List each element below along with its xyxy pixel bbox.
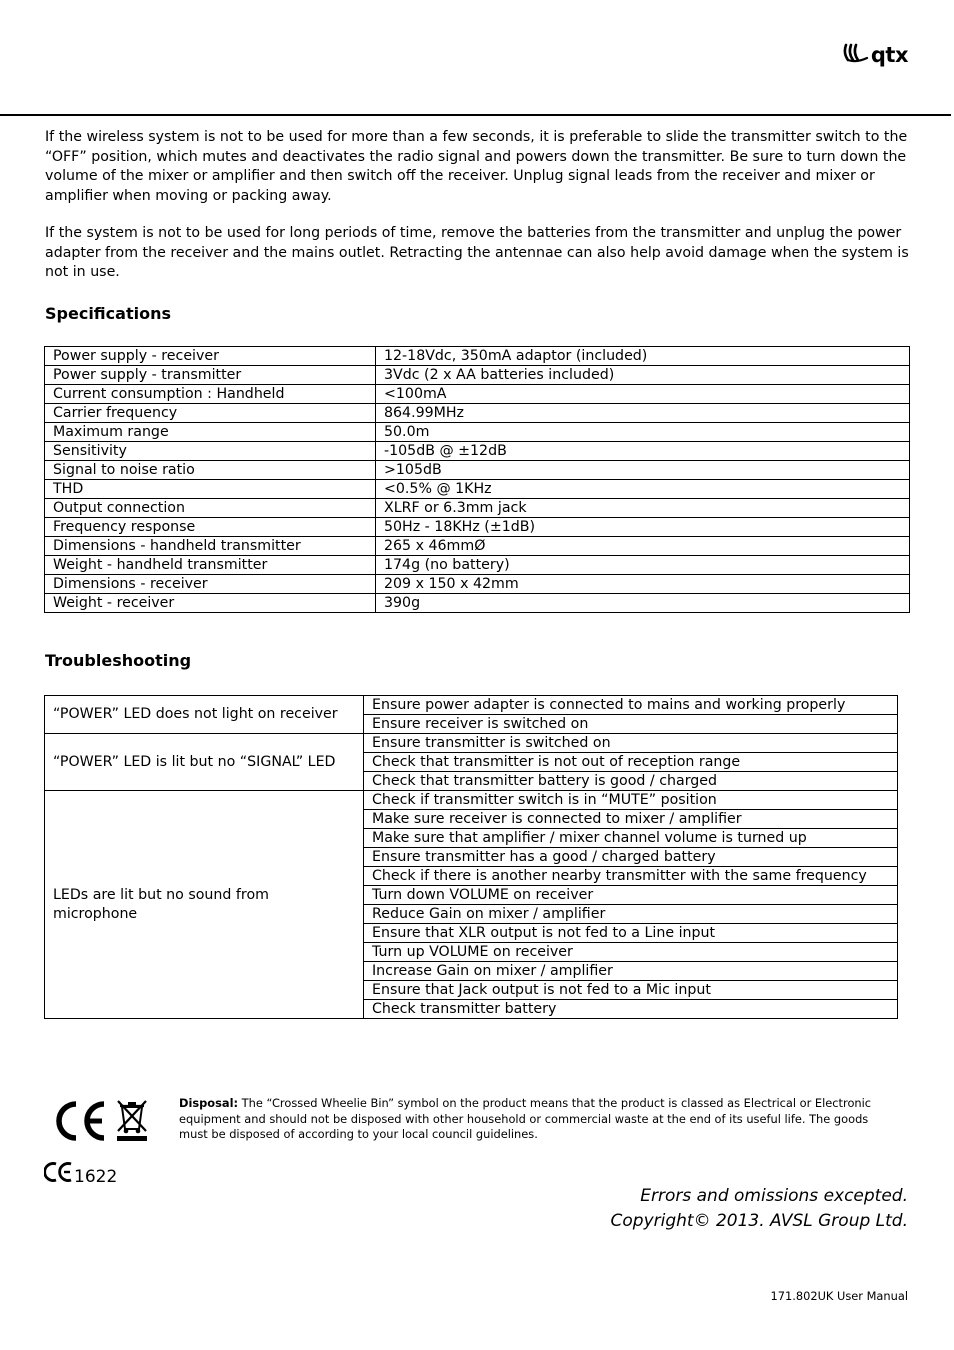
spec-row xyxy=(45,556,910,575)
spec-value: 174g (no battery) xyxy=(376,556,910,575)
spec-row xyxy=(45,461,910,480)
troubleshooting-row xyxy=(45,734,898,753)
spec-label: Dimensions - receiver xyxy=(45,575,376,594)
spec-row xyxy=(45,537,910,556)
spec-label: Current consumption : Handheld xyxy=(45,385,376,404)
spec-value: <100mA xyxy=(376,385,910,404)
solution-cell: Ensure that XLR output is not fed to a Line input xyxy=(364,924,898,943)
problem-cell: “POWER” LED is lit but no “SIGNAL” LED xyxy=(45,734,364,791)
spec-row xyxy=(45,347,910,366)
copyright-notice: Copyright© 2013. AVSL Group Ltd. xyxy=(610,1211,908,1231)
solution-cell: Check transmitter battery xyxy=(364,1000,898,1019)
disposal-label: Disposal: xyxy=(179,1096,239,1110)
solution-cell: Check that transmitter is not out of reception range xyxy=(364,753,898,772)
crossed-wheelie-bin-icon xyxy=(114,1099,150,1147)
solution-cell: Ensure transmitter is switched on xyxy=(364,734,898,753)
spec-value: 864.99MHz xyxy=(376,404,910,423)
spec-value: 3Vdc (2 x AA batteries included) xyxy=(376,366,910,385)
spec-value: >105dB xyxy=(376,461,910,480)
solution-cell: Turn up VOLUME on receiver xyxy=(364,943,898,962)
spec-label: Maximum range xyxy=(45,423,376,442)
spec-value: <0.5% @ 1KHz xyxy=(376,480,910,499)
spec-label: Signal to noise ratio xyxy=(45,461,376,480)
spec-label: Carrier frequency xyxy=(45,404,376,423)
paragraph-switch-off: If the wireless system is not to be used for more than a few seconds, it is preferable to slide the transmitter switch to the “OFF” position, which mutes and deactivates the radio signal and powers down the transmitter. Be sure to turn down the volume of the mixer or amplifier and then switch off the receiver. Unplug signal leads from the receiver and mixer or amplifier when moving or packing away. xyxy=(45,129,908,204)
spec-row xyxy=(45,366,910,385)
spec-value: 50.0m xyxy=(376,423,910,442)
solution-cell: Reduce Gain on mixer / amplifier xyxy=(364,905,898,924)
solution-cell: Ensure receiver is switched on xyxy=(364,715,898,734)
spec-value: 265 x 46mmØ xyxy=(376,537,910,556)
spec-label: Power supply - receiver xyxy=(45,347,376,366)
spec-value: 209 x 150 x 42mm xyxy=(376,575,910,594)
manual-reference: 171.802UK User Manual xyxy=(770,1289,908,1303)
problem-cell: LEDs are lit but no sound from microphone xyxy=(45,791,364,1019)
solution-cell: Make sure that amplifier / mixer channel volume is turned up xyxy=(364,829,898,848)
solution-cell: Ensure that Jack output is not fed to a Mic input xyxy=(364,981,898,1000)
notified-body-number: 1622 xyxy=(74,1167,118,1187)
spec-row xyxy=(45,594,910,613)
disposal-text: The “Crossed Wheelie Bin” symbol on the product means that the product is classed as Electrical or Electronic equipment and should not be disposed with other household or commercial waste at the end of its useful life. The goods must be disposed of according to your local council guidelines. xyxy=(179,1096,872,1141)
spec-label: Power supply - transmitter xyxy=(45,366,376,385)
problem-cell: “POWER” LED does not light on receiver xyxy=(45,696,364,734)
solution-cell: Ensure power adapter is connected to mains and working properly xyxy=(364,696,898,715)
spec-row xyxy=(45,480,910,499)
ce-mark-icon xyxy=(52,1098,108,1148)
spec-row xyxy=(45,442,910,461)
qtx-logo-icon xyxy=(843,42,869,68)
spec-value: 50Hz - 18KHz (±1dB) xyxy=(376,518,910,537)
paragraph-storage: If the system is not to be used for long periods of time, remove the batteries from the transmitter and unplug the power adapter from the receiver and the mains outlet. Retracting the antennae can also help avoid damage when the system is not in use. xyxy=(45,225,909,280)
solution-cell: Check that transmitter battery is good / charged xyxy=(364,772,898,791)
troubleshooting-table xyxy=(44,695,898,1019)
spec-value: -105dB @ ±12dB xyxy=(376,442,910,461)
spec-label: THD xyxy=(45,480,376,499)
spec-value: 390g xyxy=(376,594,910,613)
ce-mark-small-icon xyxy=(44,1161,74,1187)
compliance-marks xyxy=(52,1098,150,1148)
spec-label: Output connection xyxy=(45,499,376,518)
spec-row xyxy=(45,385,910,404)
qtx-logo xyxy=(843,42,908,68)
specifications-heading: Specifications xyxy=(45,304,171,323)
spec-value: 12-18Vdc, 350mA adaptor (included) xyxy=(376,347,910,366)
solution-cell: Check if transmitter switch is in “MUTE” position xyxy=(364,791,898,810)
spec-row xyxy=(45,518,910,537)
errors-notice: Errors and omissions excepted. xyxy=(640,1186,908,1206)
solution-cell: Turn down VOLUME on receiver xyxy=(364,886,898,905)
solution-cell: Ensure transmitter has a good / charged battery xyxy=(364,848,898,867)
solution-cell: Make sure receiver is connected to mixer / amplifier xyxy=(364,810,898,829)
troubleshooting-row xyxy=(45,791,898,810)
spec-row xyxy=(45,423,910,442)
spec-label: Dimensions - handheld transmitter xyxy=(45,537,376,556)
ce-notified-body xyxy=(44,1161,117,1187)
spec-label: Weight - receiver xyxy=(45,594,376,613)
spec-label: Sensitivity xyxy=(45,442,376,461)
spec-row xyxy=(45,499,910,518)
spec-value: XLRF or 6.3mm jack xyxy=(376,499,910,518)
spec-row xyxy=(45,404,910,423)
spec-label: Weight - handheld transmitter xyxy=(45,556,376,575)
troubleshooting-row xyxy=(45,696,898,715)
spec-label: Frequency response xyxy=(45,518,376,537)
specifications-table xyxy=(44,346,910,613)
solution-cell: Check if there is another nearby transmitter with the same frequency xyxy=(364,867,898,886)
disposal-notice xyxy=(179,1096,879,1143)
logo-text: qtx xyxy=(870,43,908,67)
troubleshooting-heading: Troubleshooting xyxy=(45,651,192,670)
solution-cell: Increase Gain on mixer / amplifier xyxy=(364,962,898,981)
spec-row xyxy=(45,575,910,594)
header-rule xyxy=(0,114,951,116)
